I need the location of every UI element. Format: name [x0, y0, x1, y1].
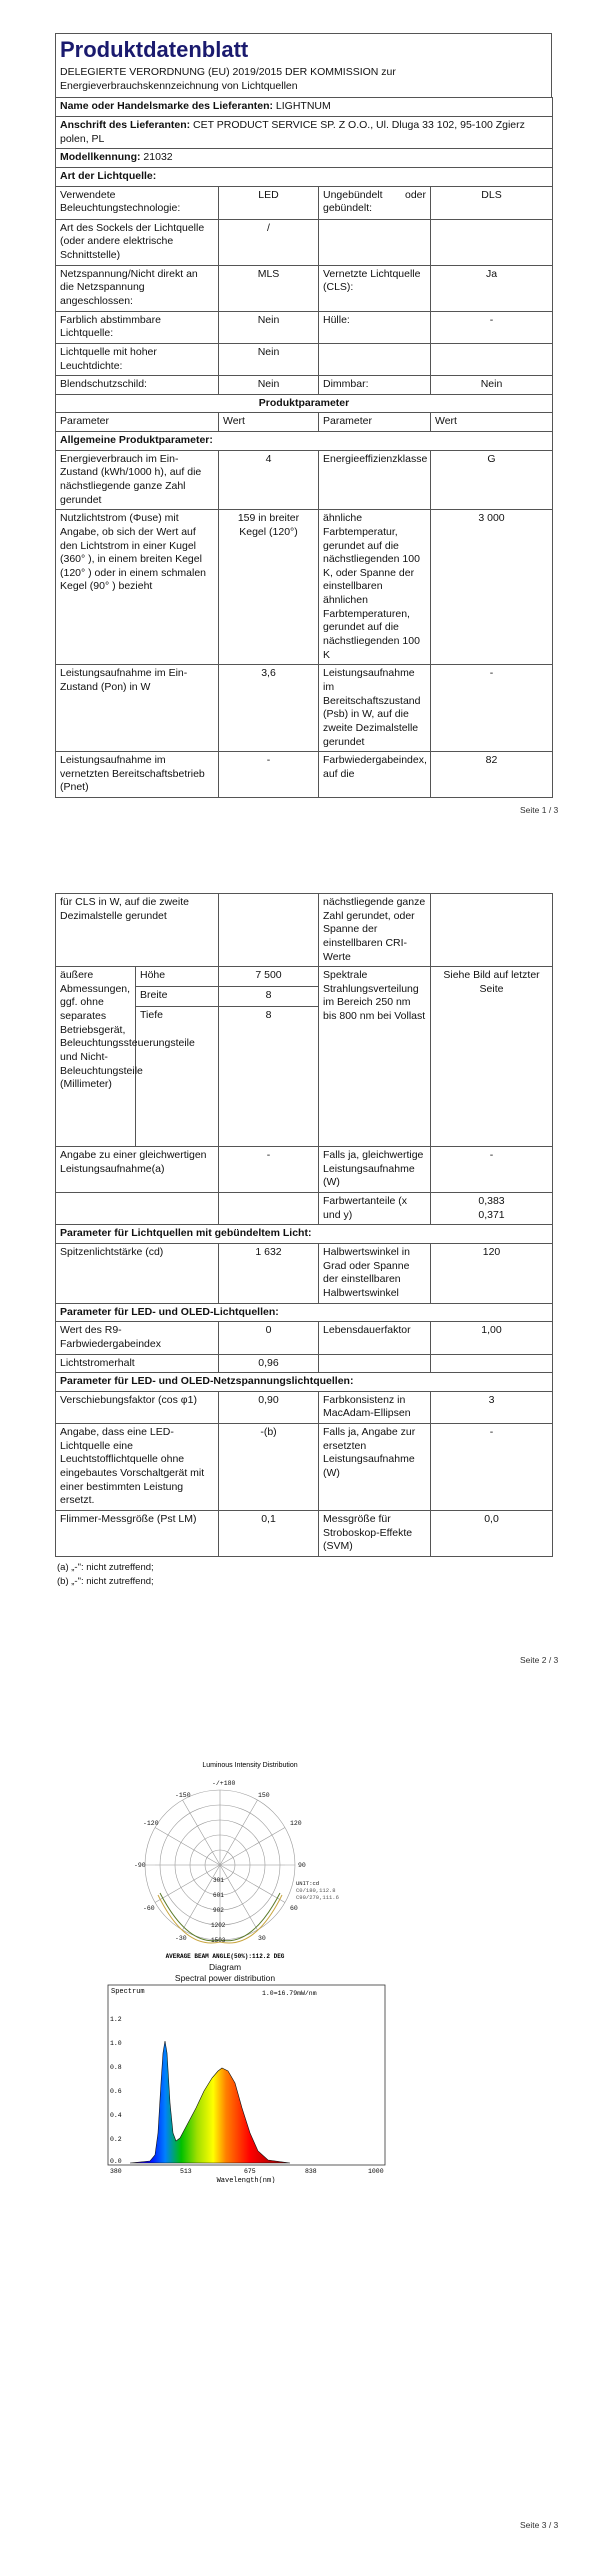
regulation-intro: DELEGIERTE VERORDNUNG (EU) 2019/2015 DER KOMMISSION zur Energieverbrauchskennzeichnung von Lichtquellen: [60, 66, 396, 92]
flicker-row: [56, 1510, 553, 1556]
product-params-heading: Produktparameter: [56, 394, 553, 413]
page-1: [0, 33, 603, 798]
svm-label: Messgröße für Stroboskop-Effekte (SVM): [319, 1510, 431, 1556]
dims-key: Breite: [136, 987, 219, 1007]
light-row: [56, 186, 553, 219]
spectrum-ytick: 0.4: [110, 2112, 122, 2119]
footnote-b: (b) „-": nicht zutreffend;: [57, 1576, 154, 1588]
svm-value: 0,0: [431, 1510, 553, 1556]
spectral-value: Siehe Bild auf letzter Seite: [431, 967, 553, 1147]
supplier-table: [55, 97, 553, 798]
light-row-value: /: [219, 219, 319, 265]
light-type-heading: Art der Lichtquelle:: [56, 168, 553, 187]
light-row-label: Blendschutzschild:: [56, 376, 219, 395]
lumen-empty-2: [431, 1354, 553, 1373]
light-row-value: Nein: [219, 343, 319, 375]
light-row-label-2: [319, 219, 431, 265]
spectral-label: Spektrale Strahlungsverteilung im Bereich 250 nm bis 800 nm bei Vollast: [319, 967, 431, 1147]
light-row-label-2: [319, 343, 431, 375]
polar-legend: [296, 1880, 339, 1901]
lifetime-label: Lebensdauerfaktor: [319, 1322, 431, 1354]
mains-heading: Parameter für LED- und OLED-Netzspannungslichtquellen:: [56, 1373, 553, 1392]
led-heading: Parameter für LED- und OLED-Lichtquellen:: [56, 1303, 553, 1322]
peak-label: Spitzenlichtstärke (cd): [56, 1244, 219, 1304]
polar-unit: UNIT:cd: [296, 1880, 320, 1887]
dims-row: [56, 967, 553, 987]
polar-grid: [145, 1790, 295, 1940]
beam-angle-value: 120: [431, 1244, 553, 1304]
general-row: [56, 450, 553, 510]
colour-empty: [56, 1193, 219, 1225]
cos-value: 0,90: [219, 1391, 319, 1423]
polar-angle: -90: [134, 1862, 146, 1869]
light-row-label: Farblich abstimmbare Lichtquelle:: [56, 311, 219, 343]
general-row-value: 3,6: [219, 665, 319, 752]
param-header-row: [56, 413, 553, 432]
light-row-value: LED: [219, 186, 319, 219]
page-number-1: Seite 1 / 3: [520, 805, 559, 815]
model-label: Modellkennung:: [60, 151, 141, 164]
light-row-value: MLS: [219, 265, 319, 311]
light-row-label-2: Hülle:: [319, 311, 431, 343]
cont-row-label-2: nächstliegende ganze Zahl gerundet, oder Spanne der einstellbaren CRI-Werte: [319, 894, 431, 967]
light-row-label: Netzspannung/Nicht direkt an die Netzspannung angeschlossen:: [56, 265, 219, 311]
general-row: [56, 752, 553, 798]
spectrum-ytick: 0.6: [110, 2088, 122, 2095]
polar-title: Luminous Intensity Distribution: [202, 1762, 298, 1769]
spectrum-yticks: [110, 2016, 122, 2165]
polar-angle: -150: [175, 1792, 191, 1799]
polar-radius-labels: [211, 1877, 226, 1944]
supplier-address-value: CET PRODUCT SERVICE SP. Z O.O., Ul. Dluga 33 102, 95-100 Zgierz polen, PL: [60, 119, 525, 145]
general-row-value-2: 3 000: [431, 510, 553, 665]
lumen-row: [56, 1354, 553, 1373]
spectrum-caption: [150, 1962, 300, 1984]
supplier-address-label: Anschrift des Lieferanten:: [60, 119, 191, 132]
general-row-value: 4: [219, 450, 319, 510]
lumen-value: 0,96: [219, 1354, 319, 1373]
param-col-header: Parameter: [56, 413, 219, 432]
polar-angle: 90: [298, 1862, 306, 1869]
general-row-value: 159 in breiter Kegel (120°): [219, 510, 319, 665]
equiv-value-2: -: [431, 1147, 553, 1193]
light-row-value-2: -: [431, 311, 553, 343]
colour-label: Farbwertanteile (x und y): [319, 1193, 431, 1225]
general-row-value-2: G: [431, 450, 553, 510]
dims-value: 8: [219, 1007, 319, 1147]
replace-value-2: -: [431, 1424, 553, 1511]
light-row-value-2: [431, 343, 553, 375]
spectrum-ylabel: Spectrum: [111, 1988, 145, 1996]
dims-value: 7 500: [219, 967, 319, 987]
light-row-value-2: Nein: [431, 376, 553, 395]
general-row-value: -: [219, 752, 319, 798]
peak-value: 1 632: [219, 1244, 319, 1304]
peak-row: [56, 1244, 553, 1304]
dims-key: Tiefe: [136, 1007, 219, 1147]
flicker-label: Flimmer-Messgröße (Pst LM): [56, 1510, 219, 1556]
general-row-label-2: Leistungsaufnahme im Bereitschaftszustand (Psb) in W, auf die zweite Dezimalstelle gerundet: [319, 665, 431, 752]
general-row-label-2: ähnliche Farbtemperatur, gerundet auf die nächstliegenden 100 K, oder Spanne der einstellbaren ähnlichen Farbtemperaturen, gerundet auf die nächstliegenden 100 K: [319, 510, 431, 665]
equiv-value: -: [219, 1147, 319, 1193]
dims-value: 8: [219, 987, 319, 1007]
light-row: [56, 343, 553, 375]
polar-angle: -/+180: [212, 1780, 236, 1787]
light-row: [56, 311, 553, 343]
equiv-label: Angabe zu einer gleichwertigen Leistungsaufnahme(a): [56, 1147, 219, 1193]
polar-angle: 150: [258, 1792, 270, 1799]
supplier-name: [56, 98, 553, 117]
light-row-label: Verwendete Beleuchtungstechnologie:: [56, 186, 219, 219]
spectrum-xlabel: Wavelength(nm): [216, 2177, 276, 2183]
replace-label-2: Falls ja, Angabe zur ersetzten Leistungsaufnahme (W): [319, 1424, 431, 1511]
polar-angle: 30: [258, 1935, 266, 1942]
spectrum-caption-1: Diagram: [208, 1962, 242, 1972]
colour-x: 0,383: [478, 1195, 505, 1208]
colour-empty-2: [219, 1193, 319, 1225]
colour-y: 0,371: [478, 1208, 505, 1221]
lumen-label: Lichtstromerhalt: [56, 1354, 219, 1373]
value-col-header-2: Wert: [431, 413, 553, 432]
macadam-value: 3: [431, 1391, 553, 1423]
general-row-label: Energieverbrauch im Ein-Zustand (kWh/1000 h), auf die nächstliegende ganze Zahl gerundet: [56, 450, 219, 510]
spectrum-xtick: 838: [305, 2168, 317, 2175]
spectrum-ytick: 1.2: [110, 2016, 122, 2023]
general-row-label: Leistungsaufnahme im Ein-Zustand (Pon) in W: [56, 665, 219, 752]
spectrum-xtick: 513: [180, 2168, 192, 2175]
lumen-empty: [319, 1354, 431, 1373]
cos-label: Verschiebungsfaktor (cos φ1): [56, 1391, 219, 1423]
beam-angle-label: Halbwertswinkel in Grad oder Spanne der einstellbaren Halbwertswinkel: [319, 1244, 431, 1304]
spectrum-xtick: 1000: [368, 2168, 384, 2175]
value-col-header: Wert: [219, 413, 319, 432]
polar-radius: 1503: [211, 1937, 226, 1944]
cont-row: [56, 894, 553, 967]
dims-key: Höhe: [136, 967, 219, 987]
polar-radius: 902: [213, 1907, 224, 1914]
replace-value: -(b): [219, 1424, 319, 1511]
general-params-heading: Allgemeine Produktparameter:: [56, 432, 553, 451]
general-row: [56, 665, 553, 752]
general-row-label: Leistungsaufnahme im vernetzten Bereitschaftsbetrieb (Pnet): [56, 752, 219, 798]
param-col-header-2: Parameter: [319, 413, 431, 432]
light-row: [56, 219, 553, 265]
supplier-address: [56, 117, 553, 149]
spectrum-curve: [130, 2041, 290, 2163]
polar-legend-1: C0/180,112.8: [296, 1887, 336, 1894]
cos-row: [56, 1391, 553, 1423]
r9-label: Wert des R9-Farbwiedergabeindex: [56, 1322, 219, 1354]
spectrum-xticks: [110, 2168, 384, 2175]
spectrum-ytick: 1.0: [110, 2040, 122, 2047]
cont-row-label: für CLS in W, auf die zweite Dezimalstelle gerundet: [56, 894, 219, 967]
light-row-value-2: Ja: [431, 265, 553, 311]
page-2: [0, 893, 603, 1589]
page-number-2: Seite 2 / 3: [520, 1655, 559, 1665]
spectrum-ytick: 0.2: [110, 2136, 122, 2143]
polar-angle: 120: [290, 1820, 302, 1827]
polar-radius: 1202: [211, 1922, 226, 1929]
general-row-label-2: Energieeffizienzklasse: [319, 450, 431, 510]
spectrum-xtick: 380: [110, 2168, 122, 2175]
spectrum-chart: [0, 1983, 603, 2183]
spectrum-ytick: 0.0: [110, 2158, 122, 2165]
light-row-label-2: Dimmbar:: [319, 376, 431, 395]
page-title: Produktdatenblatt: [60, 37, 249, 62]
light-row-label-2: Vernetzte Lichtquelle (CLS):: [319, 265, 431, 311]
polar-angle: -60: [143, 1905, 155, 1912]
polar-legend-2: C90/270,111.6: [296, 1894, 339, 1901]
r9-row: [56, 1322, 553, 1354]
light-row: [56, 376, 553, 395]
colour-row: [56, 1193, 553, 1225]
polar-radius: 601: [213, 1892, 224, 1899]
spectrum-caption-2: Spectral power distribution: [174, 1973, 276, 1984]
polar-angle: -120: [143, 1820, 159, 1827]
polar-beam-angle: AVERAGE BEAM ANGLE(50%):112.2 DEG: [165, 1953, 285, 1960]
equiv-label-2: Falls ja, gleichwertige Leistungsaufnahme (W): [319, 1147, 431, 1193]
page-number-3: Seite 3 / 3: [520, 2520, 559, 2530]
cont-row-value-2: [431, 894, 553, 967]
spectrum-xtick: 675: [244, 2168, 256, 2175]
light-row-value-2: [431, 219, 553, 265]
lifetime-value: 1,00: [431, 1322, 553, 1354]
spectrum-ytick: 0.8: [110, 2064, 122, 2071]
general-row-label-2: Farbwiedergabeindex, auf die: [319, 752, 431, 798]
general-row-value-2: -: [431, 665, 553, 752]
equiv-row: [56, 1147, 553, 1193]
model-value: 21032: [143, 151, 173, 164]
polar-angle: -30: [175, 1935, 187, 1942]
model-id: [56, 149, 553, 168]
light-row-value: Nein: [219, 311, 319, 343]
light-row: [56, 265, 553, 311]
polar-radius: 301: [213, 1877, 224, 1884]
macadam-label: Farbkonsistenz in MacAdam-Ellipsen: [319, 1391, 431, 1423]
colour-values: [431, 1193, 553, 1225]
flicker-value: 0,1: [219, 1510, 319, 1556]
dims-label: äußere Abmessungen, ggf. ohne separates Betriebsgerät, Beleuchtungssteuerungsteile und Nicht-Beleuchtungsteile (Millimeter): [56, 967, 136, 1147]
general-row-label: Nutzlichtstrom (Φuse) mit Angabe, ob sich der Wert auf den Lichtstrom in einer Kugel (360° ), in einem breiten Kegel (120° ) oder in einem schmalen Kegel (90° ) bezieht: [56, 510, 219, 665]
supplier-name-label: Name oder Handelsmarke des Lieferanten:: [60, 100, 273, 113]
footnote-a: (a) „-": nicht zutreffend;: [57, 1561, 154, 1573]
footnotes: [57, 1561, 603, 1590]
light-row-value: Nein: [219, 376, 319, 395]
light-row-label: Art des Sockels der Lichtquelle (oder andere elektrische Schnittstelle): [56, 219, 219, 265]
spectrum-annotation: 1.0=16.79mW/nm: [262, 1990, 317, 1997]
cont-row-value: [219, 894, 319, 967]
light-row-label: Lichtquelle mit hoher Leuchtdichte:: [56, 343, 219, 375]
r9-value: 0: [219, 1322, 319, 1354]
light-row-value-2: DLS: [431, 186, 553, 219]
params-table-2: [55, 893, 553, 1557]
polar-diagram: [0, 1755, 603, 1975]
page-3: [0, 1755, 603, 2183]
polar-angle: 60: [290, 1905, 298, 1912]
light-row-label-2: Ungebündelt oder gebündelt:: [319, 186, 431, 219]
general-row: [56, 510, 553, 665]
replace-label: Angabe, dass eine LED-Lichtquelle eine Leuchtstofflichtquelle ohne eingebautes Vorschaltgerät mit einer bestimmten Leistung ersetzt.: [56, 1424, 219, 1511]
header-box: [55, 33, 552, 97]
replace-row: [56, 1424, 553, 1511]
supplier-name-value: LIGHTNUM: [275, 100, 331, 113]
general-row-value-2: 82: [431, 752, 553, 798]
directional-heading: Parameter für Lichtquellen mit gebündeltem Licht:: [56, 1225, 553, 1244]
